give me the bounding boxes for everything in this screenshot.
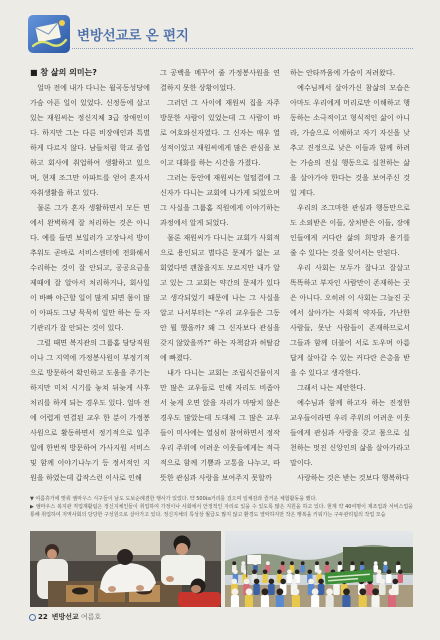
paragraph: 사랑하는 것은 받는 것보다 행복하다 xyxy=(297,473,409,482)
crowd-person xyxy=(359,588,367,607)
crowd-person xyxy=(342,588,350,607)
crowd-person xyxy=(388,588,396,607)
paragraph: 그러던 그 사이에 재원씨 집을 자주 방문한 사람이 있었는데 그 사람이 바로 여호와신자였다. 그 신자는 매우 열성적이었고 재원씨에게 많은 관심을 보이고 대화를 하는 시간을 가졌다. xyxy=(160,98,280,167)
paragraph: 그럴 때면 복지관의 그룹홈 담당직원이나 그 지역에 가정봉사원이 부정기적으로 방문하여 확인하고 도움을 주기는 하지만 미처 시기를 놓쳐 뒤늦게 사후처리를 하게 되는 경우도 있다. 얼마 전에 어렵게 연결된 교우 한 분이 가정봉사원으로 활동하면서 정기적으로 일주일에 한번씩 방문하여 가사지원 서비스 및 함께 이야기나누기 등 정서적인 지원을 하였는데 갑작스런 이사로 인해 xyxy=(30,338,150,482)
paragraph: 얼마 전에 내가 다니는 월곡동성당에 가슴 아픈 일이 있었다. 신정동에 살고 있는 재원씨는 정신지체 3급 장애인이다. 하지만 그는 다른 비장애인과 특별하게 다르지 않다. 남들처럼 학교 졸업하고 회사에 취업하여 생활하고 있으며, 현재 조그만 아파트를 얻어 혼자서 자취생활을 하고 있다. xyxy=(30,83,150,197)
article-column-2 xyxy=(160,65,280,493)
paragraph: 예수님과 함께 하고자 하는 진정한 교우들이라면 우리 주위의 어려운 이웃들에게 관심과 사랑을 갖고 몸으로 실천하는 멋진 신앙인의 삶을 살아가라고 말이다. xyxy=(290,398,410,467)
crowd-person xyxy=(268,579,275,595)
workshop-photo xyxy=(30,531,221,607)
page-title: 변방선교로 온 편지 xyxy=(77,28,189,44)
crowd-person xyxy=(261,588,269,607)
mailbox-icon xyxy=(28,15,70,53)
crowd-person xyxy=(325,561,330,572)
photo-captions xyxy=(30,495,413,519)
article-column-1 xyxy=(30,65,150,493)
crowd-person xyxy=(372,588,380,607)
crowd-person xyxy=(276,588,284,607)
crowd-person xyxy=(326,588,334,607)
paragraph: 물론 그가 혼자 생활하면서 모든 면에서 완벽하게 잘 처리하는 것은 아니다. 예를 들면 보일러가 고장나서 방이 추워도 곧바로 서비스센터에 전화해서 수리하는 것이 잘 안되고, 공공요금을 제때에 잘 알아서 처리하거나, 회사일이 바빠 야근할 일이 많게 되면 몸이 많이 아파도 그냥 묵묵히 일만 하는 등 자기관리가 잘 안되는 것이 있다. xyxy=(30,203,150,332)
issue-name: 여름호 xyxy=(80,613,102,621)
crowd-person xyxy=(318,579,325,595)
crowd-person xyxy=(292,588,300,607)
paragraph: 내가 다니는 교회는 조립식건물이지만 많은 교우들로 인해 자리도 비좁아서 늦게 오면 앉을 자리가 마땅치 않은 경우도 많았는데 도대체 그 많은 교우들이 미사에는 열심히 참여하면서 정작 우리 주위에 어려운 이웃들에게는 적극적으로 함께 기쁨과 고통을 나누고, 따뜻한 관심과 사랑을 보여주지 못할까 xyxy=(160,368,280,482)
caption-workshop-photo: ▶ 엠마우스 복지관 직업재활팀은 정신지체인들이 취업하여 가정이나 사회에서 안정적인 자리로 있을 수 있도록 많은 지원을 하고 있다. 현재 약 40여명이 제조업과 서비스업을 통해 취업하여 지역사회의 당당한 구성원으로 살아가고 있다. 정신지체의 특성상 월급도 많지 않고 환경도 열악하지만 작은 행복을 키워가는 구두관리팀의 작업 모습 xyxy=(30,504,413,518)
crowd-person xyxy=(311,588,319,607)
paragraph: 그 공백을 메꾸어 줄 가정봉사원을 연결하지 못한 상황이었다. xyxy=(160,68,280,92)
circle-logo-icon xyxy=(29,614,36,621)
article-column-3 xyxy=(290,65,410,493)
crowd-person xyxy=(287,570,292,584)
paragraph: 우리의 조그마한 관심과 행동만으로도 소외받은 이들, 상처받은 이들, 장애인들에게 커다란 삶의 희망과 용기를 줄 수 있다는 것을 잊어서는 안된다. xyxy=(290,203,410,257)
publication-name: 변방선교 xyxy=(51,613,79,621)
white-flag xyxy=(247,555,261,564)
paragraph: 그러는 동안에 재원씨는 얼떨결에 그 신자가 다니는 교회에 나가게 되었으며 그 사실을 그룹홈 직원에게 이야기하는 과정에서 알게 되었다. xyxy=(160,173,280,227)
crowd-person xyxy=(398,570,403,584)
section-heading: ■ 참 삶의 의미는? xyxy=(30,68,97,77)
page-footer xyxy=(29,612,101,622)
page-number: 22 xyxy=(38,613,48,621)
crowd-person xyxy=(300,561,305,572)
paragraph: 물론 재원씨가 다니는 교회가 사회적으로 용인되고 별다른 문제가 없는 교회였다면 괜찮을지도 모르지만 내가 알고 있는 그 교회는 약간의 문제가 있다고 생각되었기 때문에 나는 그 사실을 알고 나서부터는 “우리 교우들은 그동안 뭘 했을까? 왜 그 신자보다 관심을 갖지 않았을까?” 하는 자책감과 허탈감에 빠졌다. xyxy=(160,233,280,362)
paragraph: 예수님께서 살아가신 참삶의 모습은 아마도 우리에게 머리로만 이해하고 행동하는 소극적이고 형식적인 삶이 아니라, 가슴으로 이해하고 자기 자신을 낮추고 진정으로 낮은 이들과 함께 하려는 가슴의 진실 행동으로 실천하는 삶을 살아가야 한다는 것을 보여주신 것일 게다. xyxy=(290,83,410,197)
flag-pole xyxy=(246,555,247,577)
crowd-person xyxy=(253,579,260,595)
group-photo xyxy=(225,531,413,607)
paragraph: 그래서 나는 제안한다. xyxy=(297,383,366,392)
crowd-person xyxy=(245,588,253,607)
crowd-person xyxy=(231,588,239,607)
caption-group-photo: ▼ 여름휴가에 맞춰 엠마우스 식구들이 남도 도보순례겸한 행사가 있었다. 약 500㎞거리를 걸으며 일체감과 즐거운 체험활동을 했다. xyxy=(30,496,317,502)
header-divider xyxy=(72,48,413,49)
paragraph: 우리 사회는 모두가 잘나고 잘살고 똑똑하고 부자인 사람만이 존재하는 곳은 아니다. 오히려 이 사회는 그늘진 곳에서 살아가는 사회적 약자들, 가난한 사람들, 못난 사람들이 존재하므로서 그들과 함께 더불어 서로 도우며 아름답게 살아갈 수 있는 커다란 은총을 받을 수 있다고 생각한다. xyxy=(290,263,410,377)
crowd-person xyxy=(386,570,391,584)
crowd-person xyxy=(262,570,267,584)
crowd-person xyxy=(379,579,386,595)
paragraph: 하는 안타까움에 가슴이 저려왔다. xyxy=(290,68,395,77)
